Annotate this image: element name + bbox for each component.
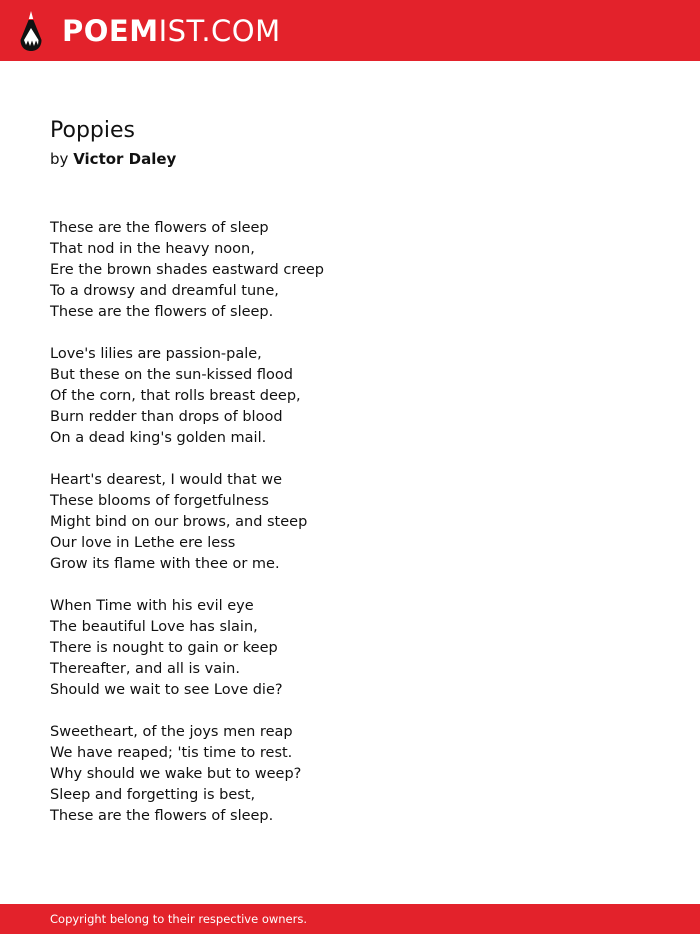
logo-bold-text: POEM — [62, 14, 159, 48]
poem-line: Heart's dearest, I would that we — [50, 472, 283, 488]
logo-light-text: IST.COM — [158, 14, 281, 48]
poem-line: These blooms of forgetfulness — [50, 493, 269, 509]
poem-line: When Time with his evil eye — [50, 598, 254, 614]
stanza — [50, 470, 650, 575]
poem-body — [50, 218, 650, 848]
site-header — [0, 0, 700, 61]
stanza — [50, 218, 650, 323]
poem-line: On a dead king's golden mail. — [50, 430, 267, 446]
author-link[interactable]: Victor Daley — [73, 150, 177, 168]
poem-line: Grow its flame with thee or me. — [50, 556, 280, 572]
poem-line: But these on the sun-kissed flood — [50, 367, 293, 383]
poem-line: Of the corn, that rolls breast deep, — [50, 388, 301, 404]
poem-line: These are the flowers of sleep. — [50, 304, 274, 320]
poem-line: We have reaped; 'tis time to rest. — [50, 745, 293, 761]
poem-line: Sweetheart, of the joys men reap — [50, 724, 293, 740]
poem-title: Poppies — [50, 118, 135, 143]
stanza — [50, 722, 650, 827]
poem-line: These are the flowers of sleep — [50, 220, 269, 236]
logo-link[interactable] — [18, 10, 281, 52]
byline-prefix: by — [50, 150, 69, 168]
poem-line: The beautiful Love has slain, — [50, 619, 258, 635]
copyright-text: Copyright belong to their respective owners. — [50, 912, 308, 926]
poem-line: Burn redder than drops of blood — [50, 409, 283, 425]
logo-wordmark — [62, 10, 281, 52]
poem-line: These are the flowers of sleep. — [50, 808, 274, 824]
poem-line: Thereafter, and all is vain. — [50, 661, 240, 677]
byline — [50, 148, 176, 170]
poem-line: Sleep and forgetting is best, — [50, 787, 256, 803]
site-footer — [0, 904, 700, 934]
poem-line: Our love in Lethe ere less — [50, 535, 236, 551]
poem-line: Why should we wake but to weep? — [50, 766, 302, 782]
poem-line: That nod in the heavy noon, — [50, 241, 255, 257]
poem-line: Ere the brown shades eastward creep — [50, 262, 325, 278]
poem-line: To a drowsy and dreamful tune, — [50, 283, 279, 299]
poem-line: Should we wait to see Love die? — [50, 682, 283, 698]
stanza — [50, 344, 650, 449]
stanza — [50, 596, 650, 701]
poem-line: There is nought to gain or keep — [50, 640, 278, 656]
pencil-tip-icon — [18, 10, 44, 52]
poem-line: Love's lilies are passion-pale, — [50, 346, 262, 362]
poem-line: Might bind on our brows, and steep — [50, 514, 308, 530]
